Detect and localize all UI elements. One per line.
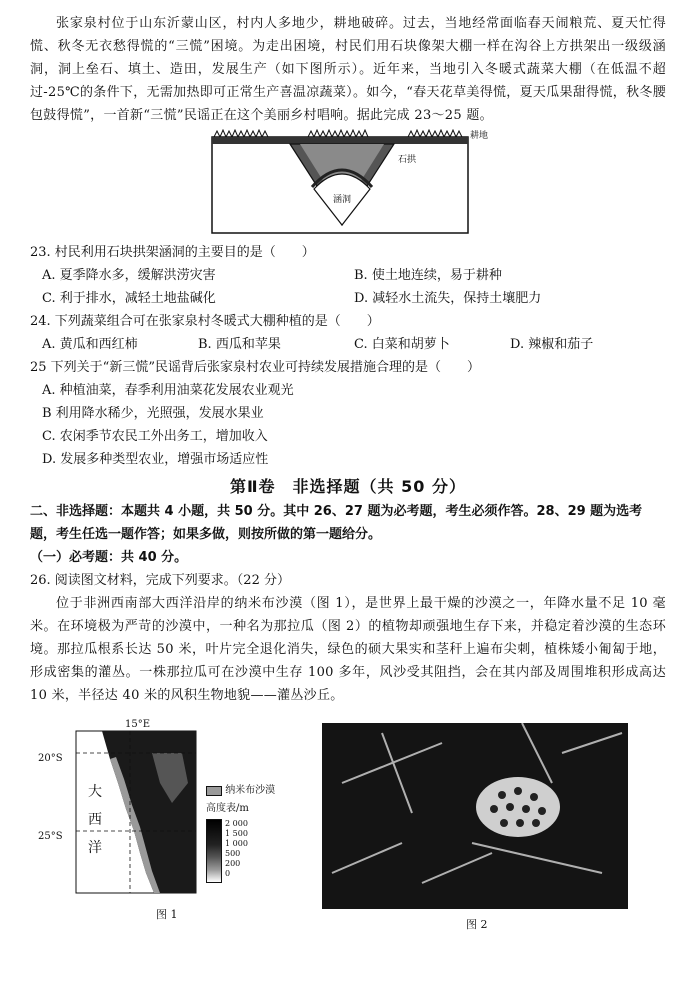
namib-map (42, 713, 202, 903)
ocean-char-2: 西 (88, 812, 102, 828)
q23-option-a: A. 夏季降水多，缓解洪涝灾害 (42, 268, 216, 283)
figures-row (30, 713, 666, 931)
elev-tick: 0 (225, 869, 231, 878)
legend-desert-label: 纳米布沙漠 (225, 785, 276, 796)
q23-option-b: B. 使土地连续，易于耕种 (354, 268, 502, 283)
desert-swatch-icon (206, 786, 222, 796)
q25-stem: 25 下列关于“新三慌”民谣背后张家泉村农业可持续发展措施合理的是（ ） (30, 360, 480, 375)
question-25 (30, 356, 666, 471)
section-title: 第Ⅱ卷 非选择题（共 50 分） (230, 477, 466, 496)
elev-tick: 2 000 (225, 819, 248, 828)
elev-tick: 500 (225, 849, 241, 858)
elev-tick: 1 000 (225, 839, 248, 848)
question-24 (30, 310, 666, 356)
map-lon-label: 15°E (125, 719, 151, 730)
ocean-char-3: 洋 (88, 840, 102, 856)
q26-text: 位于非洲西南部大西洋沿岸的纳米布沙漠（图 1），是世界上最干燥的沙漠之一，年降水量不足 10 毫米。在环境极为严苛的沙漠中，一种名为那拉瓜（图 2）的植物却顽强地生存下来，并稳定着沙漠的生态环境。那拉瓜根系长达 50 米，叶片完全退化消失，绿色的硕大果实和茎秆上遍布尖刺，植株矮小匍匐于地，形成密集的灌丛。一株那拉瓜可在沙漠中生存 100 多年，风沙受其阻挡，会在其内部及周围堆积形成高达 10 米，半径达 40 米的风积生物地貌——灌丛沙丘。 (30, 596, 666, 703)
elev-tick: 1 500 (225, 829, 248, 838)
map-lat2-label: 25°S (38, 831, 63, 842)
exam-page (30, 12, 666, 931)
figure1-caption: 图 1 (156, 908, 178, 921)
q23-option-c: C. 利于排水，减轻土地盐碱化 (42, 291, 216, 306)
required-heading: （一）必考题：共 40 分。 (30, 550, 188, 565)
culvert-label: 涵洞 (333, 195, 352, 205)
q25-option-b: B 利用降水稀少，光照强，发展水果业 (42, 406, 264, 421)
q23-stem: 23. 村民利用石块拱架涵洞的主要目的是（ ） (30, 245, 315, 260)
figure2-caption: 图 2 (466, 918, 488, 931)
elevation-scale (206, 819, 326, 883)
q24-option-c: C. 白菜和胡萝卜 (354, 337, 450, 352)
q25-option-c: C. 农闲季节农民工外出务工，增加收入 (42, 429, 268, 444)
map-lat1-label: 20°S (38, 753, 63, 764)
elev-tick: 200 (225, 859, 241, 868)
legend-desert-row (206, 785, 326, 797)
nara-photo-image (322, 723, 628, 909)
q26-stem: 26. 阅读图文材料，完成下列要求。（22 分） (30, 573, 290, 588)
culvert-figure (30, 129, 666, 239)
ocean-char-1: 大 (88, 784, 102, 800)
q25-option-d: D. 发展多种类型农业，增强市场适应性 (42, 452, 269, 467)
q24-option-d: D. 辣椒和茄子 (510, 337, 594, 352)
question-23 (30, 241, 666, 310)
farmland-label: 耕地 (470, 131, 489, 141)
arch-label: 石拱 (398, 155, 417, 165)
q24-option-b: B. 西瓜和苹果 (198, 337, 281, 352)
legend-elev-title: 高度表/m (206, 803, 249, 814)
q24-stem: 24. 下列蔬菜组合可在张家泉村冬暖式大棚种植的是（ ） (30, 314, 380, 329)
nara-plant-photo (322, 723, 628, 909)
culvert-diagram (208, 129, 498, 237)
q23-option-d: D. 减轻水土流失，保持土壤肥力 (354, 291, 542, 306)
q25-option-a: A. 种植油菜，春季利用油菜花发展农业观光 (42, 383, 294, 398)
elevation-bar (206, 819, 222, 883)
section-instruction: 二、非选择题：本题共 4 小题，共 50 分。其中 26、27 题为必考题，考生必须作答。28、29 题为选考题，考生任选一题作答；如果多做，则按所做的第一题给分。 (30, 504, 643, 542)
map-legend (206, 785, 326, 883)
q24-option-a: A. 黄瓜和西红柿 (42, 337, 138, 352)
intro-paragraph: 张家泉村位于山东沂蒙山区，村内人多地少，耕地破碎。过去，当地经常面临春天闹粮荒、夏天忙得慌、秋冬无衣愁得慌的“三慌”困境。为走出困境，村民们用石块像架大棚一样在沟谷上方拱架出一级级涵洞，洞上垒石、填土、造田，发展生产（如下图所示）。近年来，当地引入冬暖式蔬菜大棚（在低温不超过-25℃的条件下，无需加热即可正常生产喜温凉蔬菜）。如今，“春天花草美得慌，夏天瓜果甜得慌，秋冬腰包鼓得慌”，一首新“三慌”民谣正在这个美丽乡村唱响。据此完成 23～25 题。 (30, 16, 666, 123)
